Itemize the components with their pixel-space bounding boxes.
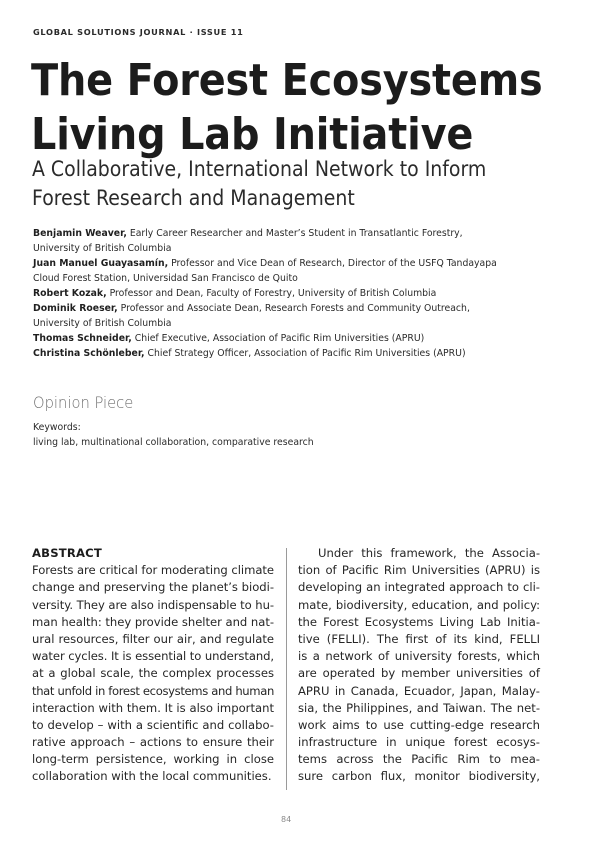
- body-line: the Forest Ecosystems Living Lab Initia-: [298, 614, 540, 629]
- body-line: is a network of university forests, which: [298, 649, 540, 664]
- author-affiliation: Professor and Associate Dean, Research Forests and Community Outreach,: [117, 303, 470, 314]
- body-line: are operated by member universities of: [298, 666, 540, 681]
- body-line: work aims to use cutting-edge research: [298, 717, 540, 732]
- author-affiliation-continued: Cloud Forest Station, Universidad San Francisco de Quito: [33, 273, 298, 284]
- author-name: Robert Kozak,: [33, 288, 107, 299]
- body-line: sure carbon flux, monitor biodiversity,: [298, 769, 540, 784]
- author-name: Dominik Roeser,: [33, 303, 118, 314]
- author-affiliation: Chief Strategy Officer, Association of Pacific Rim Universities (APRU): [144, 348, 466, 359]
- body-line: mate, biodiversity, education, and policy:: [298, 597, 540, 612]
- body-column: [298, 545, 540, 786]
- abstract-line: at a global scale, the complex processes: [32, 666, 274, 681]
- abstract-line: long-term persistence, working in close: [32, 752, 274, 767]
- body-line: tion of Pacific Rim Universities (APRU) is: [298, 563, 540, 578]
- keywords-list: living lab, multinational collaboration, comparative research: [33, 437, 314, 448]
- author-entry: [33, 286, 554, 301]
- body-line: APRU in Canada, Ecuador, Japan, Malay-: [298, 683, 540, 698]
- abstract-line: rative approach – actions to ensure their: [32, 735, 274, 750]
- body-line: tive (FELLI). The first of its kind, FELLI: [298, 631, 540, 646]
- author-name: Christina Schönleber,: [33, 348, 145, 359]
- abstract-line: man health: they provide shelter and nat-: [32, 614, 274, 629]
- author-affiliation: Early Career Researcher and Master’s Student in Transatlantic Forestry,: [126, 228, 463, 239]
- body-line: tems across the Pacific Rim to mea-: [298, 752, 540, 767]
- abstract-line: ural resources, filter our air, and regulate: [32, 631, 274, 646]
- author-affiliation: Professor and Dean, Faculty of Forestry, University of British Columbia: [106, 288, 437, 299]
- abstract-line: change and preserving the planet’s biodi-: [32, 580, 274, 595]
- author-affiliation: Professor and Vice Dean of Research, Director of the USFQ Tandayapa: [168, 258, 497, 269]
- abstract-line: that unfold in forest ecosystems and human: [32, 683, 274, 698]
- author-affiliation: Chief Executive, Association of Pacific Rim Universities (APRU): [131, 333, 425, 344]
- abstract-line: Forests are critical for moderating climate: [32, 563, 274, 578]
- article-subtitle: [32, 155, 486, 213]
- author-affiliation-continued: University of British Columbia: [33, 318, 172, 329]
- author-entry: [33, 301, 554, 316]
- author-name: Benjamin Weaver,: [33, 228, 127, 239]
- column-divider: [286, 548, 287, 790]
- article-subtitle-line: A Collaborative, International Network to Inform: [32, 157, 487, 181]
- author-entry: [33, 226, 554, 241]
- keywords-label: Keywords:: [33, 422, 81, 433]
- author-entry: [33, 346, 554, 361]
- abstract-line: interaction with them. It is also important: [32, 700, 274, 715]
- abstract-line: collaboration with the local communities.: [32, 769, 272, 784]
- abstract-heading: ABSTRACT: [32, 546, 102, 560]
- author-affiliation-continued: University of British Columbia: [33, 243, 172, 254]
- journal-header: GLOBAL SOLUTIONS JOURNAL · ISSUE 11: [33, 27, 244, 37]
- page-number: 84: [281, 815, 292, 824]
- author-entry: [33, 256, 554, 271]
- article-title-line: The Forest Ecosystems: [31, 55, 543, 106]
- body-line: infrastructure in unique forest ecosys-: [298, 735, 540, 750]
- author-entry: [33, 331, 554, 346]
- author-name: Juan Manuel Guayasamín,: [33, 258, 169, 269]
- abstract-line: to develop – with a scientific and collabo-: [32, 717, 274, 732]
- body-line: sia, the Philippines, and Taiwan. The net-: [298, 700, 540, 715]
- abstract-line: versity. They are also indispensable to hu-: [32, 597, 274, 612]
- author-list: [33, 226, 593, 361]
- abstract-column: [32, 545, 274, 786]
- body-line: developing an integrated approach to cli-: [298, 580, 540, 595]
- author-name: Thomas Schneider,: [33, 333, 132, 344]
- article-subtitle-line: Forest Research and Management: [32, 186, 355, 210]
- article-title: [31, 54, 543, 162]
- abstract-line: water cycles. It is essential to understand,: [32, 649, 274, 664]
- article-title-line: Living Lab Initiative: [31, 109, 474, 160]
- article-type: Opinion Piece: [33, 393, 134, 412]
- body-line: Under this framework, the Associa-: [318, 546, 540, 560]
